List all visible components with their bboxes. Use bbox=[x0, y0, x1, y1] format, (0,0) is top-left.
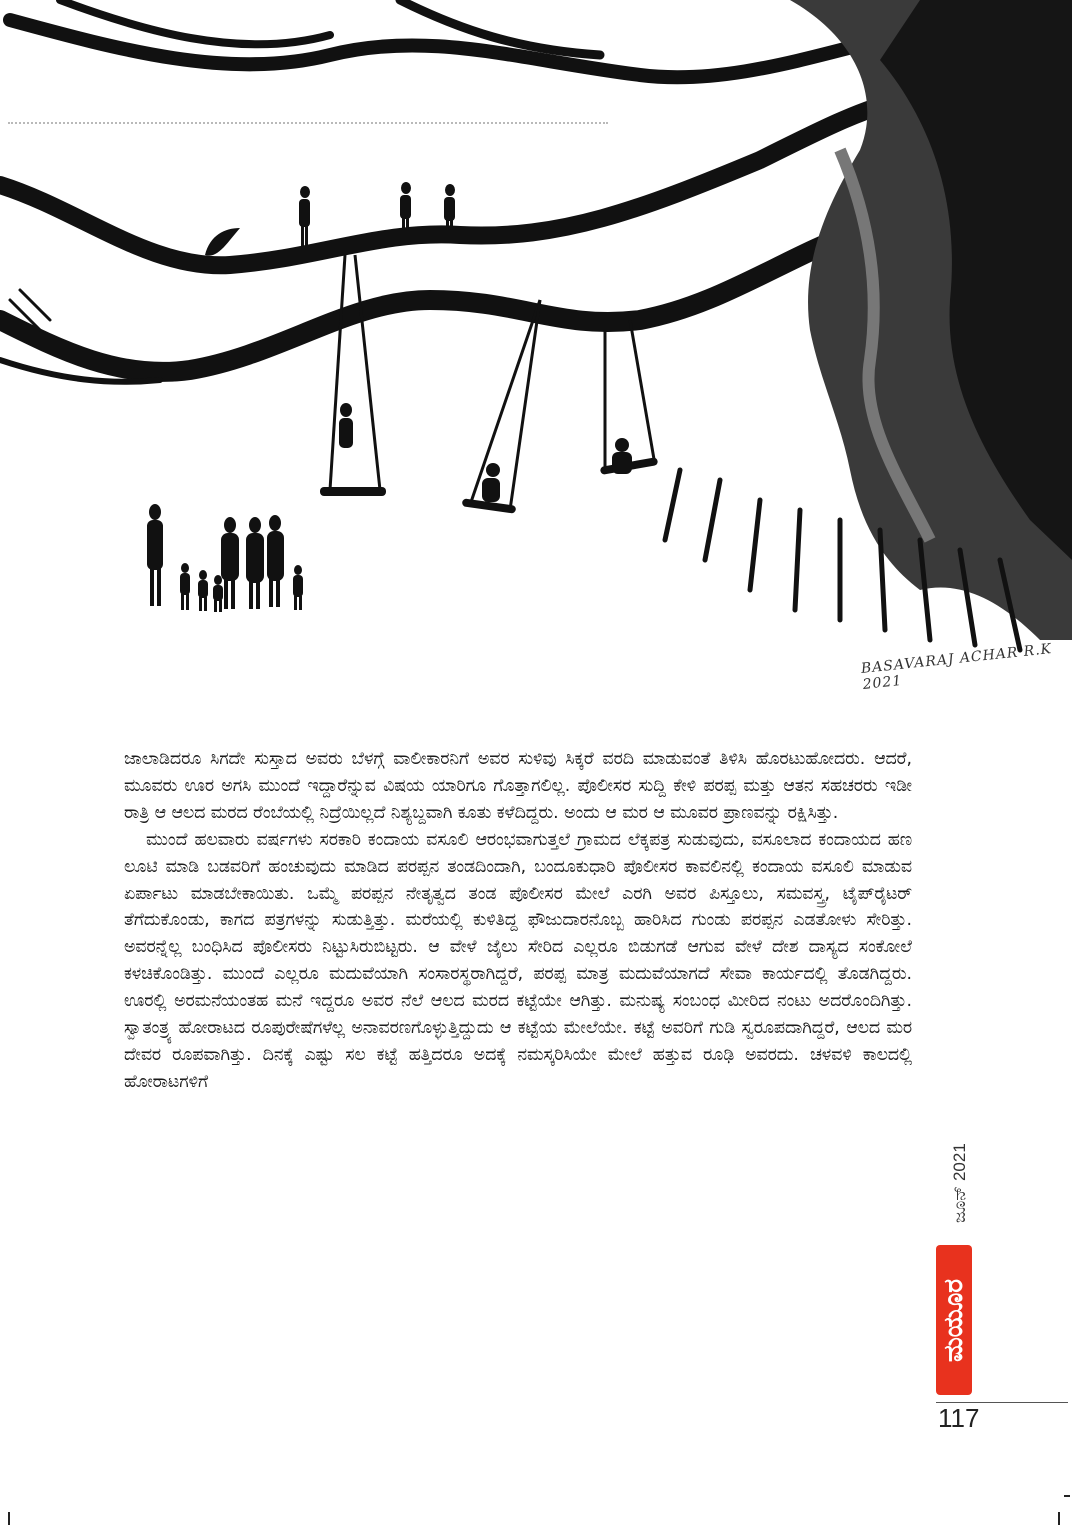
crop-mark bbox=[1064, 1495, 1070, 1497]
magazine-masthead bbox=[936, 1245, 972, 1395]
dotted-rule bbox=[8, 122, 608, 124]
tree-swing-illustration bbox=[0, 0, 1072, 700]
paragraph: ಜಾಲಾಡಿದರೂ ಸಿಗದೇ ಸುಸ್ತಾದ ಅವರು ಬೆಳಗ್ಗೆ ವಾಲೀಕಾರನಿಗೆ ಅವರ ಸುಳಿವು ಸಿಕ್ಕರೆ ವರದಿ ಮಾಡುವಂತೆ ತಿಳಿಸಿ ಹೊರಟುಹೋದರು. ಆದರೆ, ಮೂವರು ಊರ ಅಗಸಿ ಮುಂದೆ ಇದ್ದಾರೆನ್ನುವ ವಿಷಯ ಯಾರಿಗೂ ಗೊತ್ತಾಗಲಿಲ್ಲ. ಪೊಲೀಸರ ಸುದ್ದಿ ಕೇಳಿ ಪರಪ್ಪ ಮತ್ತು ಆತನ ಸಹಚರರು ಇಡೀ ರಾತ್ರಿ ಆ ಆಲದ ಮರದ ರೆಂಬೆಯಲ್ಲಿ ನಿದ್ರೆಯಿಲ್ಲದೆ ನಿಶ್ಯಬ್ದವಾಗಿ ಕೂತು ಕಳೆದಿದ್ದರು. ಅಂದು ಆ ಮರ ಆ ಮೂವರ ಪ್ರಾಣವನ್ನು ರಕ್ಷಿಸಿತ್ತು. bbox=[124, 749, 912, 823]
article-body bbox=[124, 746, 912, 1096]
paragraph: ಮುಂದೆ ಹಲವಾರು ವರ್ಷಗಳು ಸರಕಾರಿ ಕಂದಾಯ ವಸೂಲಿ ಆರಂಭವಾಗುತ್ತಲೆ ಗ್ರಾಮದ ಲೆಕ್ಕಪತ್ರ ಸುಡುವುದು, ವಸೂಲಾದ ಕಂದಾಯದ ಹಣ ಲೂಟಿ ಮಾಡಿ ಬಡವರಿಗೆ ಹಂಚುವುದು ಮಾಡಿದ ಪರಪ್ಪನ ತಂಡದಿಂದಾಗಿ, ಬಂದೂಕುಧಾರಿ ಪೊಲೀಸರ ಕಾವಲಿನಲ್ಲಿ ಕಂದಾಯ ವಸೂಲಿ ಮಾಡುವ ಏರ್ಪಾಟು ಮಾಡಬೇಕಾಯಿತು. ಒಮ್ಮೆ ಪರಪ್ಪನ ನೇತೃತ್ವದ ತಂಡ ಪೊಲೀಸರ ಮೇಲೆ ಎರಗಿ ಅವರ ಪಿಸ್ತೂಲು, ಸಮವಸ್ತ್ರ, ಟೈಪ್‌ರೈಟರ್ ತೆಗೆದುಕೊಂಡು, ಕಾಗದ ಪತ್ರಗಳನ್ನು ಸುಡುತ್ತಿತ್ತು. ಮರೆಯಲ್ಲಿ ಕುಳಿತಿದ್ದ ಫೌಜುದಾರನೊಬ್ಬ ಹಾರಿಸಿದ ಗುಂಡು ಪರಪ್ಪನ ಎಡತೋಳು ಸೇರಿತ್ತು. ಅವರನ್ನೆಲ್ಲ ಬಂಧಿಸಿದ ಪೊಲೀಸರು ನಿಟ್ಟುಸಿರುಬಿಟ್ಟರು. ಆ ವೇಳೆ ಜೈಲು ಸೇರಿದ ಎಲ್ಲರೂ ಬಿಡುಗಡೆ ಆಗುವ ವೇಳೆ ದೇಶ ದಾಸ್ಯದ ಸಂಕೋಲೆ ಕಳಚಿಕೊಂಡಿತ್ತು. ಮುಂದೆ ಎಲ್ಲರೂ ಮದುವೆಯಾಗಿ ಸಂಸಾರಸ್ಥರಾಗಿದ್ದರೆ, ಪರಪ್ಪ ಮಾತ್ರ ಮದುವೆಯಾಗದೆ ಸೇವಾ ಕಾರ್ಯದಲ್ಲಿ ತೊಡಗಿದ್ದರು. ಊರಲ್ಲಿ ಅರಮನೆಯಂತಹ ಮನೆ ಇದ್ದರೂ ಅವರ ನೆಲೆ ಆಲದ ಮರದ ಕಟ್ಟೆಯೇ ಆಗಿತ್ತು. ಮನುಷ್ಯ ಸಂಬಂಧ ಮೀರಿದ ನಂಟು ಅದರೊಂದಿಗಿತ್ತು. ಸ್ವಾತಂತ್ರ್ಯ ಹೋರಾಟದ ರೂಪುರೇಷೆಗಳೆಲ್ಲ ಅನಾವರಣಗೊಳ್ಳುತ್ತಿದ್ದುದು ಆ ಕಟ್ಟೆಯ ಮೇಲೆಯೇ. ಕಟ್ಟೆ ಅವರಿಗೆ ಗುಡಿ ಸ್ವರೂಪದಾಗಿದ್ದರೆ, ಆಲದ ಮರ ದೇವರ ರೂಪವಾಗಿತ್ತು. ದಿನಕ್ಕೆ ಎಷ್ಟು ಸಲ ಕಟ್ಟೆ ಹತ್ತಿದರೂ ಅದಕ್ಕೆ ನಮಸ್ಕರಿಸಿಯೇ ಮೇಲೆ ಹತ್ತುವ ರೂಢಿ ಅವರದು. ಚಳವಳಿ ಕಾಲದಲ್ಲಿ ಹೋರಾಟಗಳಿಗೆ bbox=[124, 829, 912, 1092]
artist-signature: BASAVARAJ ACHAR R.K 2021 bbox=[860, 641, 1053, 693]
crop-mark bbox=[1058, 1512, 1060, 1525]
page-number: 117 bbox=[938, 1403, 980, 1433]
magazine-name: ಮಯೂರ bbox=[938, 1278, 969, 1362]
issue-date: ಜೂನ್ 2021 bbox=[950, 1143, 969, 1223]
crop-mark bbox=[8, 1512, 10, 1525]
